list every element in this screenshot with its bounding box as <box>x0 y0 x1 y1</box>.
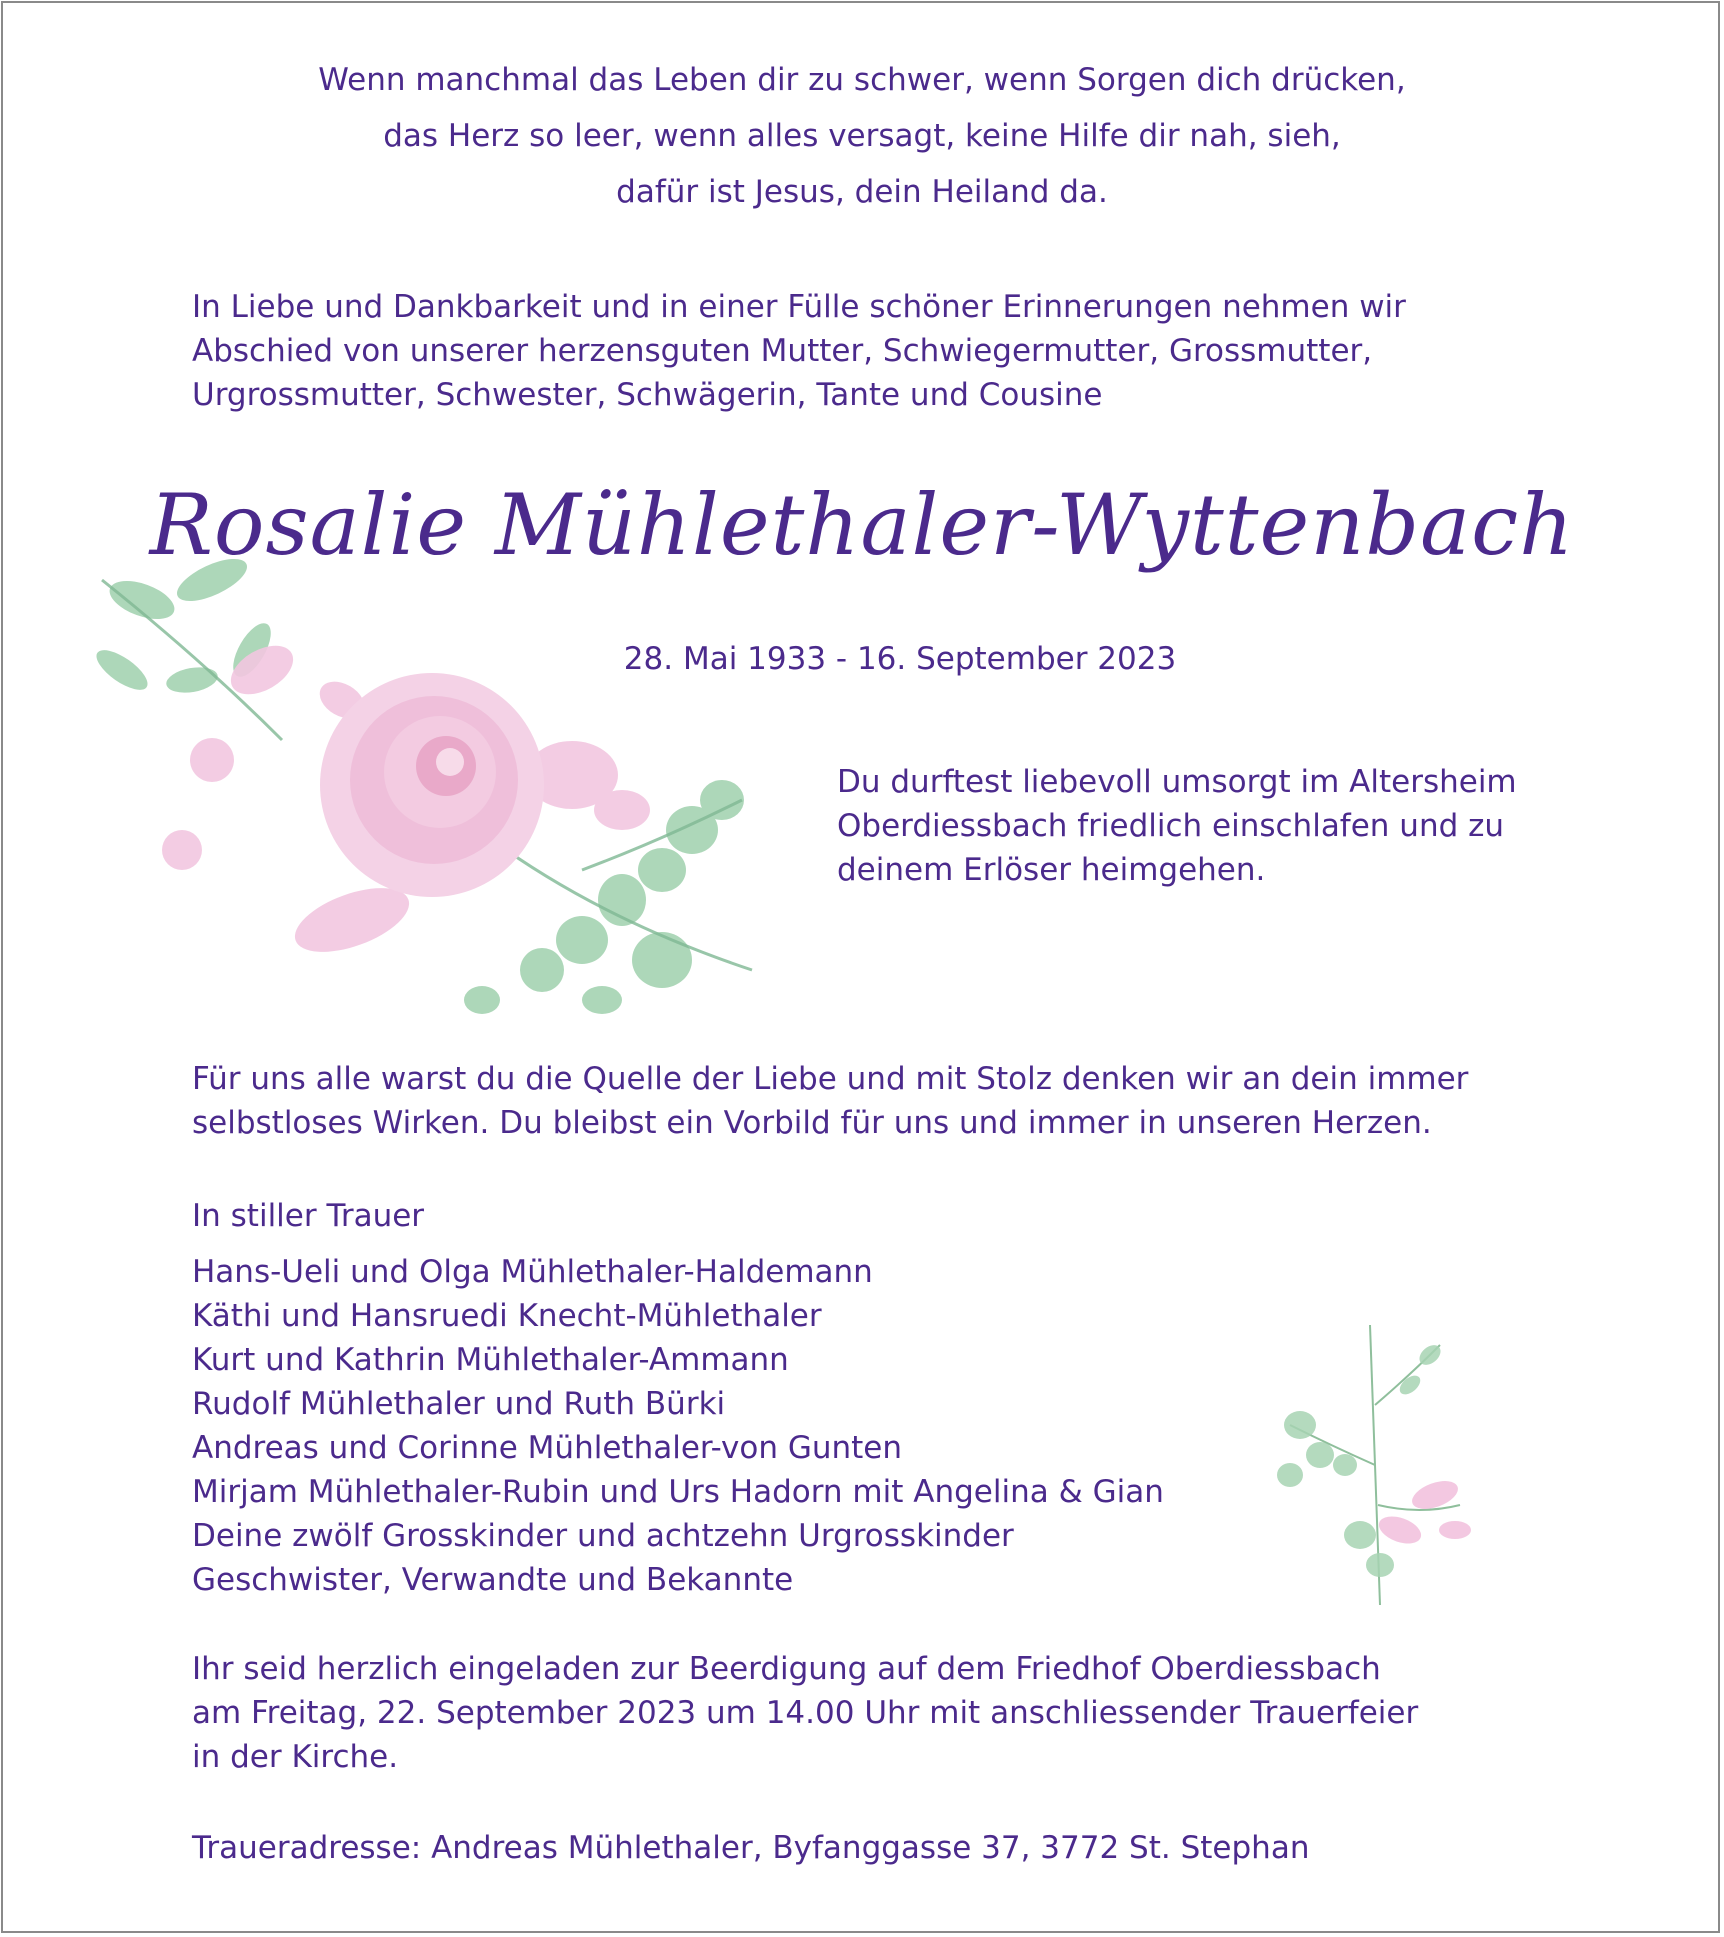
mourner-line: Rudolf Mühlethaler und Ruth Bürki <box>192 1386 726 1422</box>
verse-line: das Herz so leer, wenn alles versagt, keine Hilfe dir nah, sieh, <box>383 118 1341 154</box>
funeral-invitation <box>192 1647 1418 1779</box>
passing-note-line: deinem Erlöser heimgehen. <box>837 852 1266 888</box>
invitation-line: am Freitag, 22. September 2023 um 14.00 Uhr mit anschliessender Trauerfeier <box>192 1695 1419 1731</box>
intro-line: In Liebe und Dankbarkeit und in einer Fülle schöner Erinnerungen nehmen wir <box>192 289 1406 325</box>
passing-note-line: Du durftest liebevoll umsorgt im Altersheim <box>837 764 1517 800</box>
tribute-line: Für uns alle warst du die Quelle der Liebe und mit Stolz denken wir an dein immer <box>192 1061 1469 1097</box>
verse-line: dafür ist Jesus, dein Heiland da. <box>616 174 1108 210</box>
passing-note <box>837 760 1517 892</box>
verse-line: Wenn manchmal das Leben dir zu schwer, wenn Sorgen dich drücken, <box>318 62 1406 98</box>
tribute-line: selbstloses Wirken. Du bleibst ein Vorbild für uns und immer in unseren Herzen. <box>192 1105 1432 1141</box>
mourner-line: Deine zwölf Grosskinder und achtzehn Urgrosskinder <box>192 1518 1014 1554</box>
intro-line: Abschied von unserer herzensguten Mutter, Schwiegermutter, Grossmutter, <box>192 333 1373 369</box>
mourners-list <box>192 1250 1164 1602</box>
invitation-line: Ihr seid herzlich eingeladen zur Beerdigung auf dem Friedhof Oberdiessbach <box>192 1651 1381 1687</box>
passing-note-line: Oberdiessbach friedlich einschlafen und zu <box>837 808 1505 844</box>
mourner-line: Andreas und Corinne Mühlethaler-von Gunten <box>192 1430 903 1466</box>
mourner-line: Kurt und Kathrin Mühlethaler-Ammann <box>192 1342 789 1378</box>
mourning-address: Traueradresse: Andreas Mühlethaler, Byfanggasse 37, 3772 St. Stephan <box>192 1830 1310 1866</box>
invitation-line: in der Kirche. <box>192 1739 399 1775</box>
verse <box>0 52 1724 220</box>
intro-paragraph <box>192 285 1406 417</box>
mourner-line: Geschwister, Verwandte und Bekannte <box>192 1562 794 1598</box>
deceased-name: Rosalie Mühlethaler-Wyttenbach <box>149 476 1575 574</box>
tribute-paragraph <box>192 1057 1468 1145</box>
mourner-line: Mirjam Mühlethaler-Rubin und Urs Hadorn mit Angelina & Gian <box>192 1474 1164 1510</box>
intro-line: Urgrossmutter, Schwester, Schwägerin, Tante und Cousine <box>192 377 1103 413</box>
mourning-heading: In stiller Trauer <box>192 1198 425 1234</box>
mourner-line: Käthi und Hansruedi Knecht-Mühlethaler <box>192 1298 822 1334</box>
rose-bouquet-icon <box>62 540 782 1020</box>
life-dates: 28. Mai 1933 - 16. September 2023 <box>623 641 1177 677</box>
leaf-sprig-icon <box>1260 1315 1490 1615</box>
mourner-line: Hans-Ueli und Olga Mühlethaler-Haldemann <box>192 1254 873 1290</box>
